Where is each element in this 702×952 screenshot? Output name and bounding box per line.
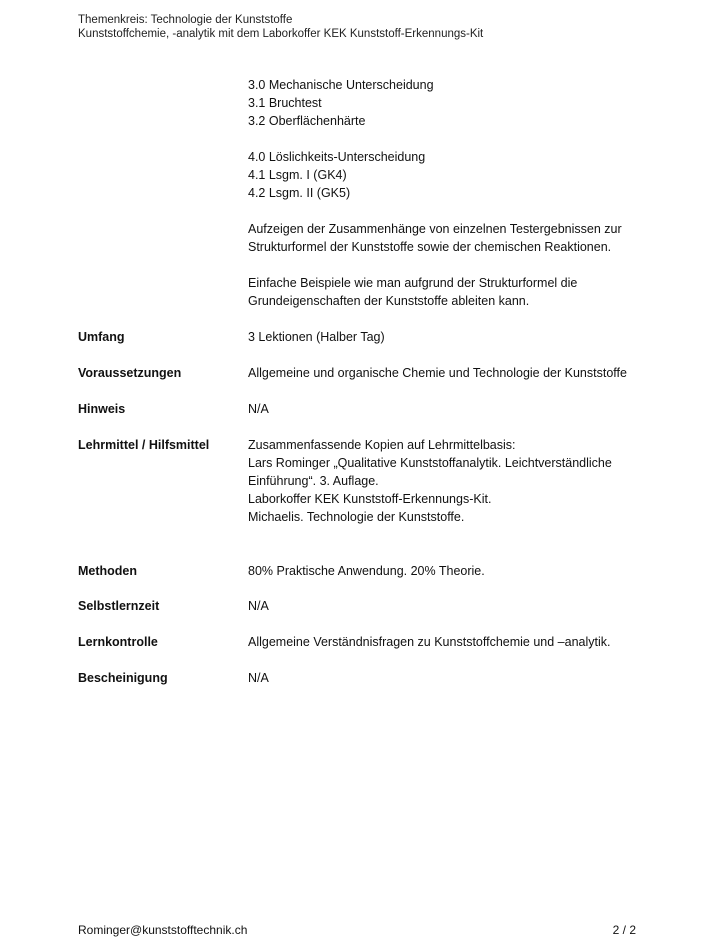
section-item: 3.0 Mechanische Unterscheidung xyxy=(248,78,434,92)
hinweis-value xyxy=(248,400,668,418)
section-solubility xyxy=(248,148,668,202)
lernkontrolle-label: Lernkontrolle xyxy=(78,635,158,649)
lehrmittel-line: Lars Rominger „Qualitative Kunststoffanalytik. Leichtverständliche xyxy=(248,456,612,470)
section-item: 4.2 Lsgm. II (GK5) xyxy=(248,186,351,200)
hinweis-text: N/A xyxy=(248,402,269,416)
footer-page-number: 2 / 2 xyxy=(612,923,636,937)
methoden-text: 80% Praktische Anwendung. 20% Theorie. xyxy=(248,564,485,578)
umfang-text: 3 Lektionen (Halber Tag) xyxy=(248,330,385,344)
methoden-value xyxy=(248,562,668,580)
section-item: 4.1 Lsgm. I (GK4) xyxy=(248,168,347,182)
selbstlernzeit-value xyxy=(248,597,668,615)
lernkontrolle-value xyxy=(248,633,668,651)
selbstlernzeit-label: Selbstlernzeit xyxy=(78,599,160,613)
lernkontrolle-text: Allgemeine Verständnisfragen zu Kunststoffchemie und –analytik. xyxy=(248,635,611,649)
hinweis-label: Hinweis xyxy=(78,402,126,416)
bescheinigung-value xyxy=(248,669,668,687)
lehrmittel-line: Michaelis. Technologie der Kunststoffe. xyxy=(248,510,465,524)
paragraph-line: Strukturformel der Kunststoffe sowie der chemischen Reaktionen. xyxy=(248,240,612,254)
methoden-label: Methoden xyxy=(78,564,138,578)
voraussetzungen-label: Voraussetzungen xyxy=(78,366,182,380)
header-topic: Themenkreis: Technologie der Kunststoffe xyxy=(78,14,293,26)
lehrmittel-line: Zusammenfassende Kopien auf Lehrmittelbasis: xyxy=(248,438,516,452)
umfang-label: Umfang xyxy=(78,330,125,344)
paragraph-line: Grundeigenschaften der Kunststoffe ableiten kann. xyxy=(248,294,530,308)
paragraph-examples xyxy=(248,274,668,310)
page-header xyxy=(78,13,483,41)
bescheinigung-text: N/A xyxy=(248,671,269,685)
voraussetzungen-text: Allgemeine und organische Chemie und Technologie der Kunststoffe xyxy=(248,366,627,380)
selbstlernzeit-text: N/A xyxy=(248,599,269,613)
footer-email: Rominger@kunststofftechnik.ch xyxy=(78,923,248,937)
section-mechanical xyxy=(248,76,668,130)
lehrmittel-line: Laborkoffer KEK Kunststoff-Erkennungs-Kit. xyxy=(248,492,492,506)
paragraph-relations xyxy=(248,220,668,256)
paragraph-line: Aufzeigen der Zusammenhänge von einzelnen Testergebnissen zur xyxy=(248,222,622,236)
voraussetzungen-value xyxy=(248,364,668,382)
section-item: 3.1 Bruchtest xyxy=(248,96,322,110)
umfang-value xyxy=(248,328,668,346)
lehrmittel-line: Einführung“. 3. Auflage. xyxy=(248,474,379,488)
lehrmittel-value xyxy=(248,436,668,526)
bescheinigung-label: Bescheinigung xyxy=(78,671,168,685)
section-item: 4.0 Löslichkeits-Unterscheidung xyxy=(248,150,426,164)
lehrmittel-label: Lehrmittel / Hilfsmittel xyxy=(78,438,210,452)
paragraph-line: Einfache Beispiele wie man aufgrund der Strukturformel die xyxy=(248,276,578,290)
header-subtitle: Kunststoffchemie, -analytik mit dem Laborkoffer KEK Kunststoff-Erkennungs-Kit xyxy=(78,28,484,40)
section-item: 3.2 Oberflächenhärte xyxy=(248,114,366,128)
